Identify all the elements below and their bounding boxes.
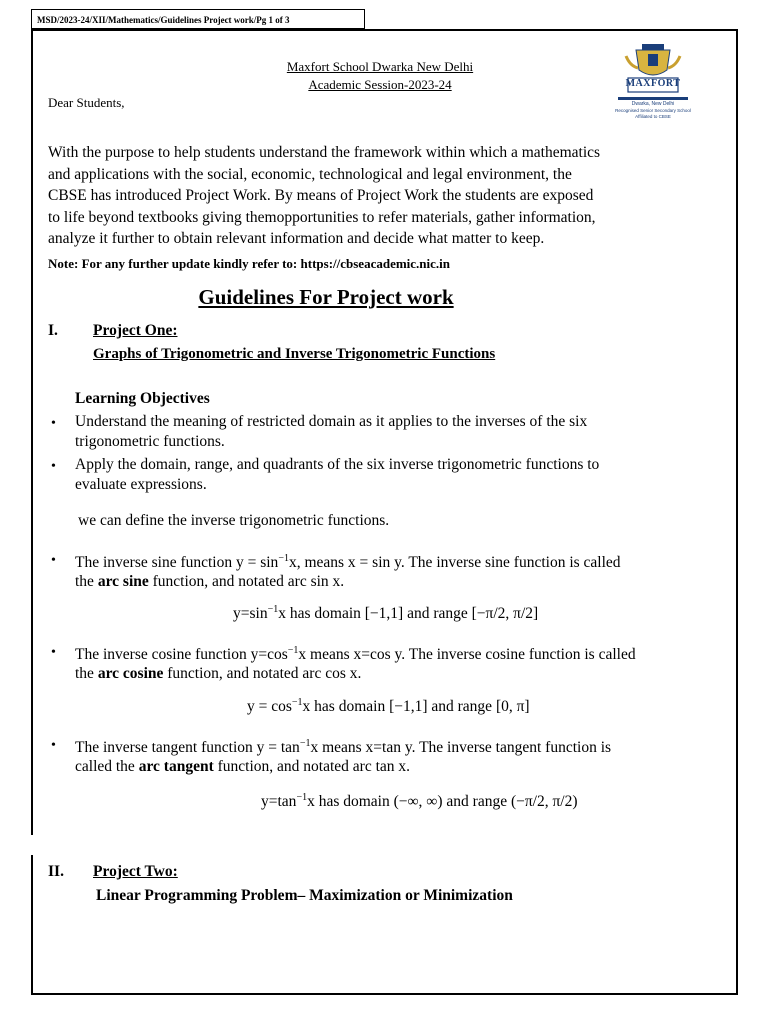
intro-line: analyze it further to obtain relevant information and decide what matter to keep. [48,230,545,247]
bullet-icon: • [51,645,56,660]
inverse-tangent-formula: $y=\tan^{-1}x$ has domain (−∞, ∞) and range (−π/2, π/2) [261,792,578,811]
intro-line: With the purpose to help students understand the framework within which a mathematics [48,144,601,161]
intro-line: CBSE has introduced Project Work. By means of Project Work the students are exposed [48,187,594,204]
school-name: Maxfort School Dwarka New Delhi [286,59,474,74]
school-logo [612,42,694,120]
objective-item [75,455,599,495]
page-frame-left [31,29,33,835]
page-frame-top [31,29,738,31]
inverse-sine-item: The inverse sine function $y = \sin^{-1}x$, means x = sin y. The inverse sine function is called the arc sine function, and notated arc sin x. [75,553,621,591]
logo-text: MAXFORT [625,78,681,89]
project-one-heading: Project One: [93,322,178,339]
note: Note: For any further update kindly refer to: https://cbseacademic.nic.in [48,256,451,271]
main-title: Guidelines For Project work [198,285,454,309]
objective-line: trigonometric functions. [75,433,225,450]
learning-objectives-heading: Learning Objectives [75,390,210,407]
bullet-icon: • [51,459,56,474]
objective-line: Understand the meaning of restricted domain as it applies to the inverses of the six [75,413,588,430]
define-line: we can define the inverse trigonometric functions. [78,512,390,529]
intro-paragraph [48,142,600,250]
page-frame-left-lower [31,855,33,995]
inverse-cosine-item: The inverse cosine function $y=\cos^{-1}x$ means x=cos y. The inverse cosine function is called the arc cosine function, and notated arc cos x. [75,645,636,683]
bullet-icon: • [51,738,56,753]
objective-line: Apply the domain, range, and quadrants of the six inverse trigonometric functions to [75,456,600,473]
inverse-tangent-item: The inverse tangent function $y = \tan^{-1}x$ means x=tan y. The inverse tangent function is called the arc tangent function, and notated arc tan x. [75,738,612,776]
project-one-numeral: I. [48,322,58,339]
project-two-title: Linear Programming Problem– Maximization or Minimization [96,887,513,904]
objective-line: evaluate expressions. [75,476,207,493]
logo-recognition: Recognised Senior Secondary School [615,108,691,113]
inverse-cosine-formula: $y = \cos^{-1}x$ has domain [−1,1] and range [0, π] [247,697,530,716]
intro-line: and applications with the social, economic, technological and legal environment, the [48,165,572,183]
project-two-numeral: II. [48,863,64,880]
logo-location: Dwarka, New Delhi [631,101,675,107]
project-two-heading: Project Two: [93,863,178,880]
bullet-icon: • [51,416,56,431]
page-reference: MSD/2023-24/XII/Mathematics/Guidelines Project work/Pg 1 of 3 [31,9,365,29]
academic-session: Academic Session-2023-24 [308,77,452,92]
objective-item [75,412,587,452]
greeting: Dear Students, [48,95,125,110]
page-frame-bottom [31,993,738,995]
intro-line: to life beyond textbooks giving themopportunities to refer materials, gather information, [48,208,596,226]
logo-affiliation: Affiliated to CBSE [635,114,671,119]
bullet-icon: • [51,553,56,568]
inverse-sine-formula: $y=\sin^{-1}x$ has domain [−1,1] and range [−π/2, π/2] [233,604,539,623]
page-frame-right [736,29,738,995]
project-one-title: Graphs of Trigonometric and Inverse Trigonometric Functions [93,346,496,362]
